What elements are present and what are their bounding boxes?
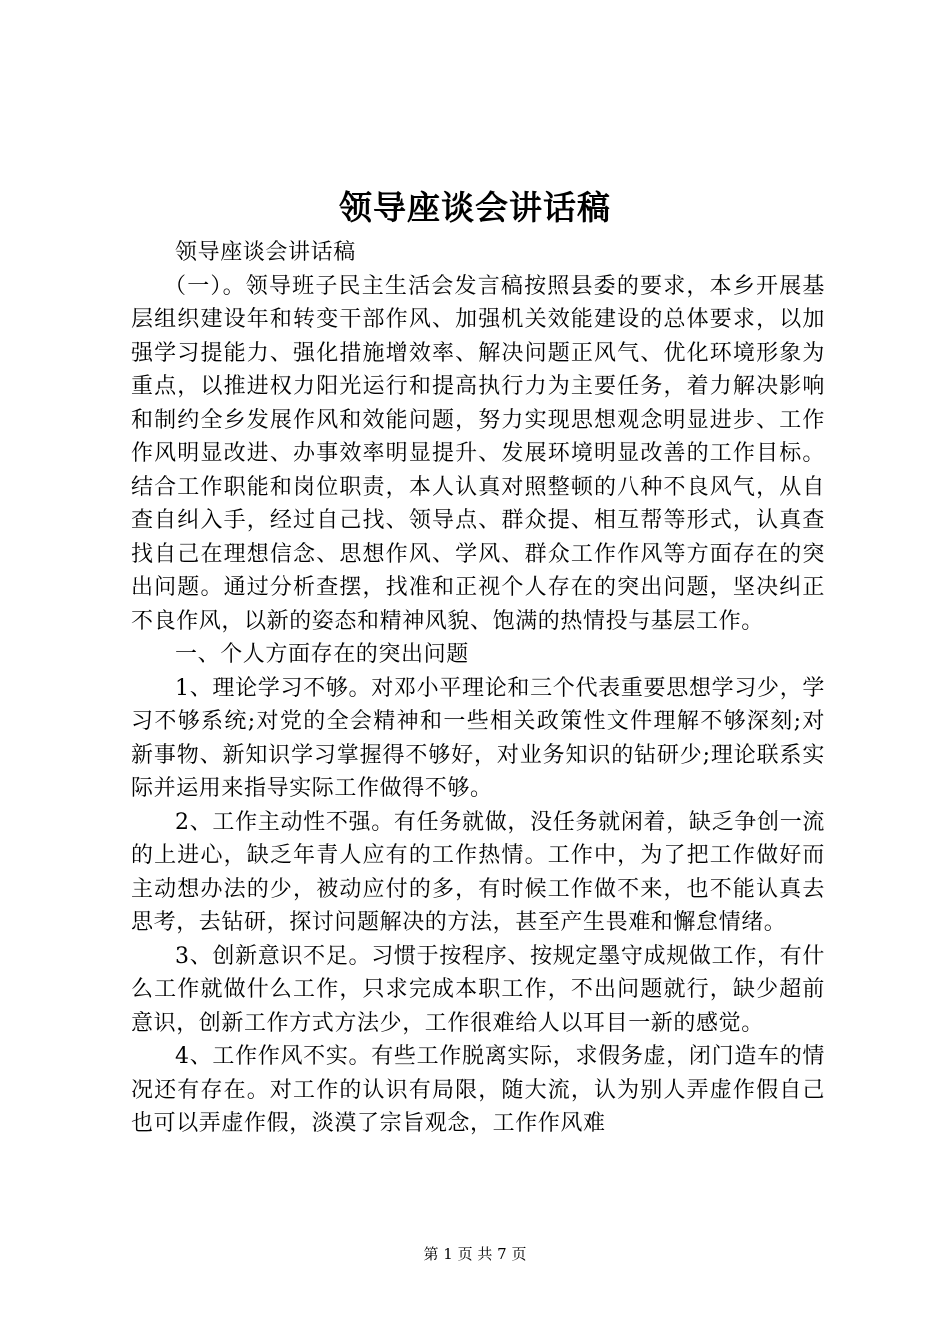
page-title: 领导座谈会讲话稿 [339, 188, 611, 227]
paragraph-item-3: 3、创新意识不足。习惯于按程序、按规定墨守成规做工作，有什么工作就做什么工作，只求完成本职工作，不出问题就行，缺少超前意识，创新工作方式方法少，工作很难给人以耳目一新的感觉。 [131, 943, 825, 1036]
paragraph-item-2: 2、工作主动性不强。有任务就做，没任务就闲着，缺乏争创一流的上进心，缺乏年青人应有的工作热情。工作中，为了把工作做好而主动想办法的少，被动应付的多，有时候工作做不来，也不能认真去思考，去钻研，探讨问题解决的方法，甚至产生畏难和懈怠情绪。 [131, 809, 825, 935]
section-heading: 一、个人方面存在的突出问题 [175, 642, 469, 667]
page-footer: 第 1 页 共 7 页 [423, 1245, 527, 1263]
paragraph-intro: （一）。领导班子民主生活会发言稿按照县委的要求，本乡开展基层组织建设年和转变干部作风、加强机关效能建设的总体要求，以加强学习提能力、强化措施增效率、解决问题正风气、优化环境形象为重点，以推进权力阳光运行和提高执行力为主要任务，着力解决影响和制约全乡发展作风和效能问题，努力实现思想观念明显进步、工作作风明显改进、办事效率明显提升、发展环境明显改善的工作目标。结合工作职能和岗位职责，本人认真对照整顿的八种不良风气，从自查自纠入手，经过自己找、领导点、群众提、相互帮等形式，认真查找自己在理想信念、思想作风、学风、群众工作作风等方面存在的突出问题。通过分析查摆，找准和正视个人存在的突出问题，坚决纠正不良作风，以新的姿态和精神风貌、饱满的热情投与基层工作。 [131, 273, 825, 634]
paragraph-subtitle: 领导座谈会讲话稿 [175, 240, 356, 265]
document-body [131, 236, 825, 1141]
paragraph-item-4: 4、工作作风不实。有些工作脱离实际，求假务虚，闭门造车的情况还有存在。对工作的认识有局限，随大流，认为别人弄虚作假自己也可以弄虚作假，淡漠了宗旨观念，工作作风难 [131, 1044, 825, 1136]
paragraph-item-1: 1、理论学习不够。对邓小平理论和三个代表重要思想学习少，学习不够系统;对党的全会精神和一些相关政策性文件理解不够深刻;对新事物、新知识学习掌握得不够好，对业务知识的钻研少;理论联系实际并运用来指导实际工作做得不够。 [131, 675, 825, 801]
